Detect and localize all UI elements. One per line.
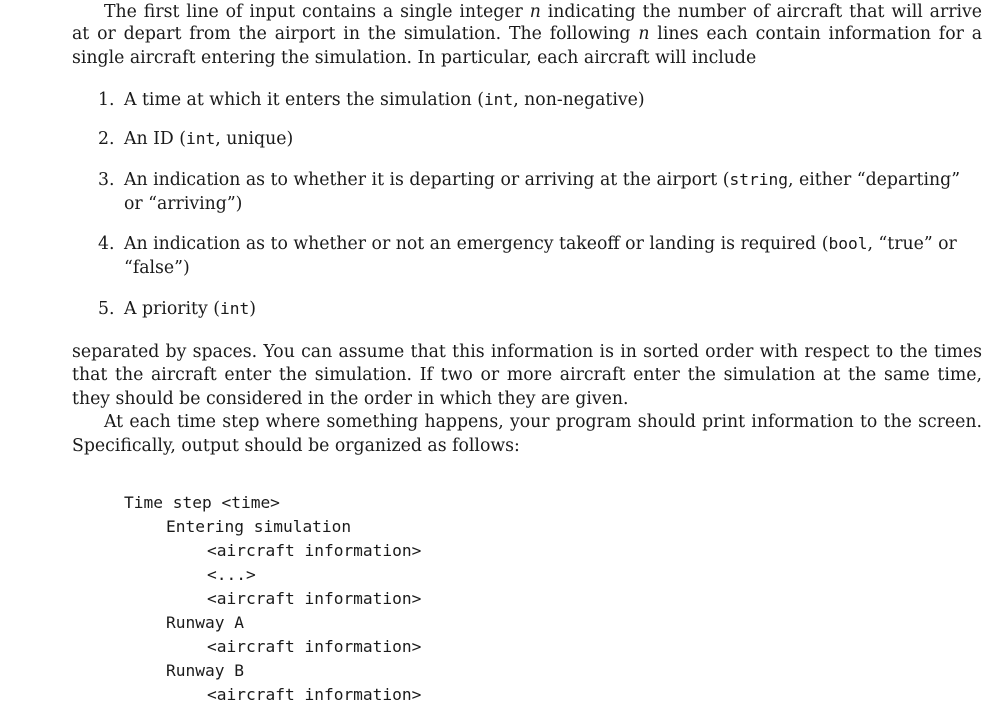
text: A time at which it enters the simulation ( <box>124 90 484 110</box>
list-item-3 <box>98 168 960 192</box>
paragraph-2-line-2: that the aircraft enter the simulation. If two or more aircraft enter the simulation at the same time, <box>72 365 982 385</box>
code-line-runway-a: Runway A <box>166 613 244 632</box>
code-line-entering-simulation: Entering simulation <box>166 517 352 536</box>
list-item-1 <box>98 88 645 112</box>
paragraph-1-line-2 <box>72 22 982 46</box>
list-number: 2. <box>98 129 115 149</box>
text: at or depart from the airport in the simulation. The following <box>72 24 639 44</box>
code-type: int <box>186 129 216 148</box>
list-number: 4. <box>98 234 115 254</box>
paragraph-1-line-1 <box>104 0 982 24</box>
code-line-ellipsis: <...> <box>207 565 256 584</box>
variable-n: n <box>529 2 541 22</box>
list-number: 1. <box>98 90 115 110</box>
text: lines each contain information for a <box>649 24 982 44</box>
list-number: 5. <box>98 299 115 319</box>
list-item-2 <box>98 127 293 151</box>
text: , non-negative) <box>513 90 645 110</box>
code-line-runway-b: Runway B <box>166 661 244 680</box>
paragraph-2-line-3: they should be considered in the order in which they are given. <box>72 389 629 409</box>
list-item-5 <box>98 297 256 321</box>
text: An indication as to whether it is departing or arriving at the airport ( <box>124 170 730 190</box>
code-line-time-step: Time step <time> <box>124 493 280 512</box>
list-item-4 <box>98 232 957 256</box>
code-line-aircraft-info: <aircraft information> <box>207 589 422 608</box>
text: An ID ( <box>124 129 187 149</box>
code-line-aircraft-info: <aircraft information> <box>207 685 422 704</box>
text: indicating the number of aircraft that will arrive <box>540 2 982 22</box>
list-item-4-continuation: “false”) <box>124 258 190 278</box>
text: , unique) <box>215 129 294 149</box>
list-number: 3. <box>98 170 115 190</box>
paragraph-1-line-3: single aircraft entering the simulation. In particular, each aircraft will include <box>72 48 757 68</box>
text: An indication as to whether or not an emergency takeoff or landing is required ( <box>124 234 829 254</box>
variable-n: n <box>638 24 650 44</box>
code-line-aircraft-info: <aircraft information> <box>207 541 422 560</box>
code-line-aircraft-info: <aircraft information> <box>207 637 422 656</box>
text: A priority ( <box>124 299 220 319</box>
code-type: int <box>219 299 250 318</box>
paragraph-3-line-2: Specifically, output should be organized as follows: <box>72 436 520 456</box>
text: ) <box>249 299 256 319</box>
text: The first line of input contains a single integer <box>104 2 530 22</box>
list-item-3-continuation: or “arriving”) <box>124 194 243 214</box>
text: , “true” or <box>867 234 957 254</box>
code-type: string <box>729 170 788 189</box>
paragraph-3-line-1: At each time step where something happens, your program should print information to the screen. <box>104 412 982 432</box>
code-type: bool <box>828 234 868 253</box>
code-type: int <box>483 90 514 109</box>
text: , either “departing” <box>787 170 961 190</box>
paragraph-2-line-1: separated by spaces. You can assume that this information is in sorted order with respect to the times <box>72 342 982 362</box>
